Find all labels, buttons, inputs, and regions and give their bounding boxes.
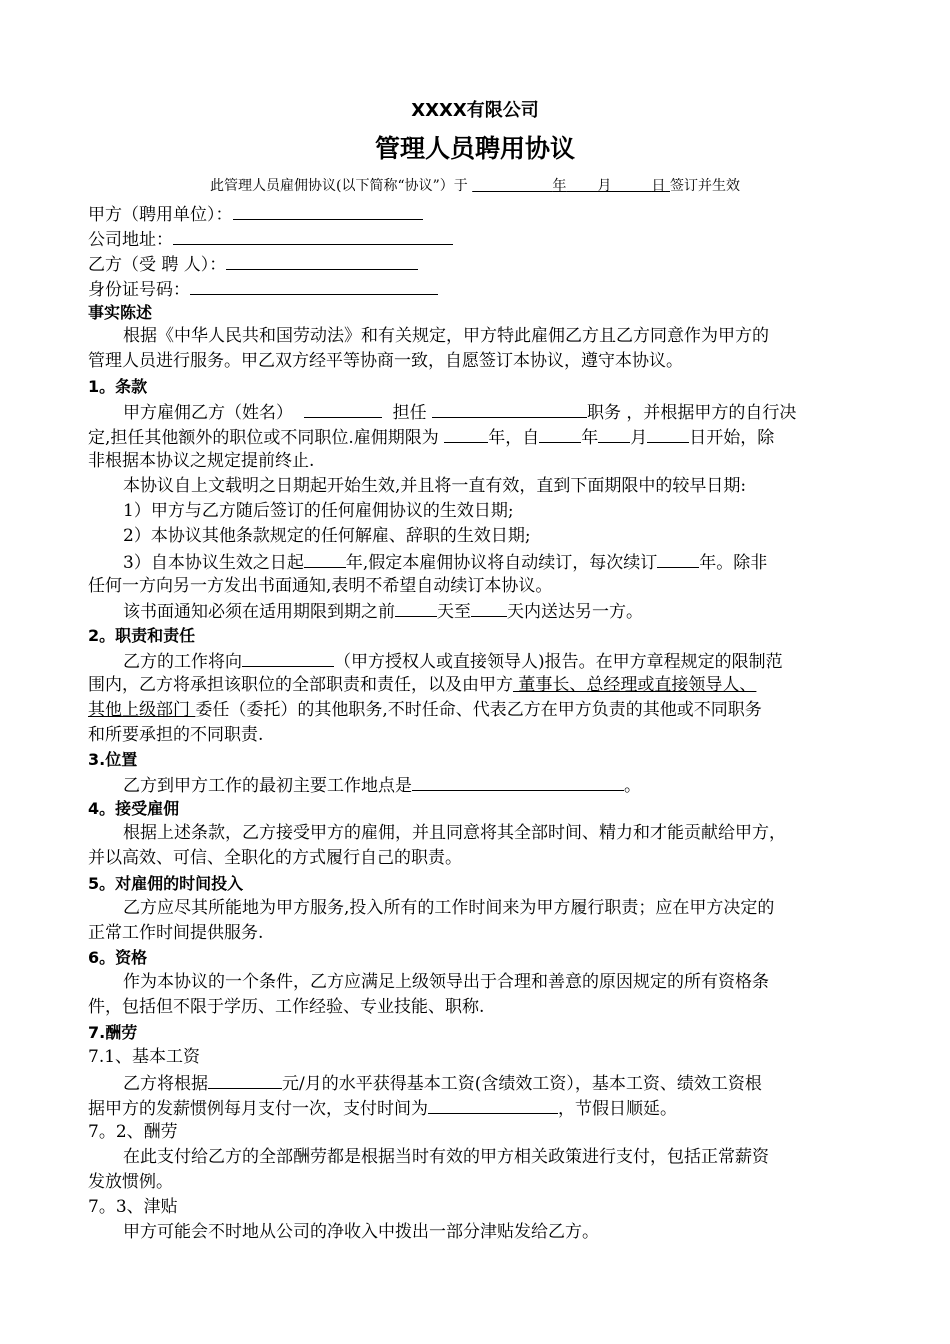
- start-year-field[interactable]: [539, 424, 581, 443]
- id-label: 身份证号码：: [88, 280, 190, 300]
- month-label: 月: [597, 178, 612, 194]
- s4-heading: 4。接受雇佣: [88, 799, 180, 818]
- s1-l6: 2）本协议其他条款规定的任何解雇、辞职的生效日期;: [123, 526, 531, 546]
- s1-l2a: 定,担任其他额外的职位或不同职位.雇佣期限为: [88, 428, 439, 448]
- s7-sub2: 7。2、酬劳: [88, 1122, 178, 1142]
- s3-l1b: 。: [624, 776, 641, 796]
- s6-l2: 件，包括但不限于学历、工作经验、专业技能、职称.: [88, 997, 485, 1017]
- s3-l1a: 乙方到甲方工作的最初主要工作地点是: [123, 776, 412, 796]
- effective-prefix: 此管理人员雇佣协议(以下简称“协议”）于: [209, 178, 473, 194]
- s5-l2: 正常工作时间提供服务.: [88, 923, 264, 943]
- facts-heading: 事实陈述: [88, 303, 153, 322]
- day-label: 日: [651, 178, 666, 194]
- s1-l2d: 月: [630, 428, 648, 448]
- s2-l3b: 委任（委托）的其他职务,不时任命、代表乙方在甲方负责的其他或不同职务: [195, 700, 762, 720]
- s2-l4: 和所要承担的不同职责.: [88, 725, 264, 745]
- s1-l1b: 担任: [392, 403, 427, 423]
- s1-l1c: 职务 ，并根据甲方的自行决: [587, 403, 797, 423]
- address-line: [88, 226, 864, 253]
- start-month-field[interactable]: [598, 424, 630, 443]
- s1-l9: [123, 598, 864, 625]
- id-field[interactable]: [190, 276, 438, 295]
- s1-l7c: 年。除非: [699, 553, 768, 573]
- facts-l2: 管理人员进行服务。甲乙双方经平等协商一致，自愿签订本协议，遵守本协议。: [88, 351, 683, 371]
- s7-p1l2a: 据甲方的发薪惯例每月支付一次，支付时间为: [88, 1099, 428, 1119]
- s1-l7a: 3）自本协议生效之日起: [123, 553, 304, 573]
- s7-p2-l2: 发放惯例。: [88, 1172, 173, 1192]
- company-name: XXXX有限公司: [411, 100, 539, 121]
- s1-l2c: 年: [581, 428, 599, 448]
- party-b-line: [88, 251, 864, 278]
- workplace-field[interactable]: [412, 772, 624, 791]
- party-b-field[interactable]: [226, 251, 418, 270]
- salary-field[interactable]: [208, 1070, 282, 1089]
- s1-l2e: 日开始，除: [689, 428, 775, 448]
- renew-after-field[interactable]: [304, 549, 346, 568]
- s2-l2: [88, 673, 864, 698]
- facts-l1: 根据《中华人民共和国劳动法》和有关规定，甲方特此雇佣乙方且乙方同意作为甲方的: [123, 326, 769, 346]
- date-fill: [472, 178, 670, 194]
- s4-l2: 并以高效、可信、全职化的方式履行自己的职责。: [88, 848, 462, 868]
- s3-l1: [123, 772, 864, 799]
- s1-l9a: 该书面通知必须在适用期限到期之前: [123, 602, 395, 622]
- s2-l3: [88, 698, 864, 723]
- s7-p1l1b: 元/月的水平获得基本工资(含绩效工资），基本工资、绩效工资根: [282, 1074, 762, 1094]
- s1-l7b: 年,假定本雇佣协议将自动续订，每次续订: [345, 553, 658, 573]
- document-title: 管理人员聘用协议: [374, 134, 575, 163]
- name-field[interactable]: [304, 399, 382, 418]
- s7-p1l1a: 乙方将根据: [123, 1074, 208, 1094]
- s2-l2b: 董事长、总经理或直接领导人、: [513, 675, 757, 695]
- report-to-field[interactable]: [242, 648, 334, 667]
- renew-each-field[interactable]: [657, 549, 699, 568]
- s2-l3a: 其他上级部门: [88, 700, 196, 720]
- s1-l8: 任何一方向另一方发出书面通知,表明不希望自动续订本协议。: [88, 576, 553, 596]
- s6-heading: 6。资格: [88, 948, 148, 967]
- party-a-line: [88, 201, 864, 228]
- s5-heading: 5。对雇佣的时间投入: [88, 874, 244, 893]
- s5-l1: 乙方应尽其所能地为甲方服务,投入所有的工作时间来为甲方履行职责；应在甲方决定的: [123, 898, 775, 918]
- party-a-label: 甲方（聘用单位）：: [88, 205, 233, 225]
- notice-from-field[interactable]: [395, 598, 437, 617]
- s1-l1a: 甲方雇佣乙方（姓名）: [123, 403, 293, 423]
- s2-heading: 2。职责和责任: [88, 626, 196, 645]
- s1-l9c: 天内送达另一方。: [507, 602, 643, 622]
- s1-l4: 本协议自上文载明之日期起开始生效,并且将一直有效，直到下面期限中的较早日期:: [123, 476, 747, 496]
- s7-p1-l1: [123, 1070, 864, 1097]
- address-label: 公司地址：: [88, 230, 173, 250]
- s1-l3: 非根据本协议之规定提前终止.: [88, 451, 315, 471]
- address-field[interactable]: [173, 226, 453, 245]
- s7-p3-l1: 甲方可能会不时地从公司的净收入中拨出一部分津贴发给乙方。: [123, 1222, 599, 1242]
- s7-p2-l1: 在此支付给乙方的全部酬劳都是根据当时有效的甲方相关政策进行支付，包括正常薪资: [123, 1147, 769, 1167]
- s7-p1l2b: ，节假日顺延。: [558, 1099, 677, 1119]
- s1-l2: [88, 424, 864, 451]
- start-day-field[interactable]: [647, 424, 689, 443]
- s2-l2a: 围内，乙方将承担该职位的全部职责和责任，以及由甲方: [88, 675, 513, 695]
- s1-heading: 1。条款: [88, 377, 148, 396]
- s2-l1b: （甲方授权人或直接领导人)报告。在甲方章程规定的限制范: [334, 652, 783, 672]
- party-b-label: 乙方（受 聘 人）：: [88, 255, 227, 275]
- s7-heading: 7.酬劳: [88, 1023, 138, 1042]
- term-field[interactable]: [444, 424, 488, 443]
- post-field[interactable]: [432, 399, 587, 418]
- party-a-field[interactable]: [233, 201, 423, 220]
- s7-p1-l2: [88, 1095, 864, 1122]
- effective-suffix: 签订并生效: [670, 178, 740, 194]
- s6-l1: 作为本协议的一个条件，乙方应满足上级领导出于合理和善意的原因规定的所有资格条: [123, 972, 769, 992]
- s1-l5: 1）甲方与乙方随后签订的任何雇佣协议的生效日期;: [123, 501, 514, 521]
- s1-l7: [123, 549, 864, 576]
- year-label: 年: [552, 178, 567, 194]
- s1-l9b: 天至: [437, 602, 471, 622]
- s1-l2b: 年，自: [488, 428, 540, 448]
- pay-time-field[interactable]: [428, 1095, 558, 1114]
- s1-l1: [123, 399, 864, 426]
- effective-date-line: [0, 175, 950, 197]
- id-line: [88, 276, 864, 303]
- s2-l1: [123, 648, 864, 675]
- s2-l1a: 乙方的工作将向: [123, 652, 242, 672]
- s7-sub3: 7。3、津贴: [88, 1197, 178, 1217]
- notice-to-field[interactable]: [471, 598, 507, 617]
- s4-l1: 根据上述条款，乙方接受甲方的雇佣，并且同意将其全部时间、精力和才能贡献给甲方，: [123, 823, 786, 843]
- s7-sub1: 7.1、基本工资: [88, 1047, 201, 1067]
- s3-heading: 3.位置: [88, 750, 138, 769]
